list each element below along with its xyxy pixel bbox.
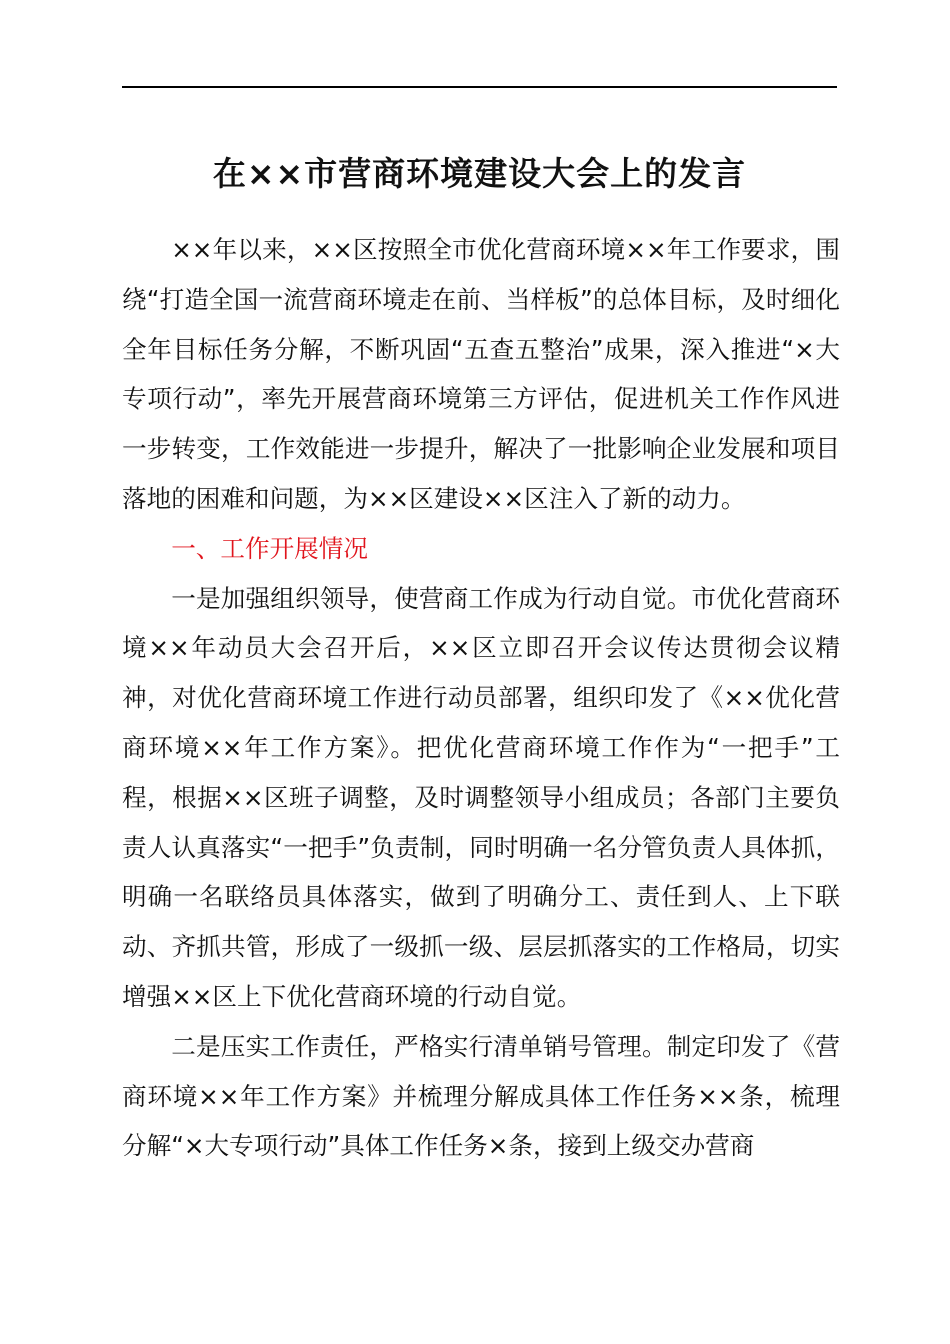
document-title: 在××市营商环境建设大会上的发言: [212, 154, 747, 193]
intro-paragraph: ××年以来，××区按照全市优化营商环境××年工作要求，围绕“打造全国一流营商环境走在前、当样板”的总体目标，及时细化全年目标任务分解，不断巩固“五查五整治”成果，深入推进“×大专项行动”，率先开展营商环境第三方评估，促进机关工作作风进一步转变，工作效能进一步提升，解决了一批影响企业发展和项目落地的困难和问题，为××区建设××区注入了新的动力。: [122, 235, 840, 513]
header-rule: [122, 86, 837, 88]
paragraph-work-responsibility: 二是压实工作责任，严格实行清单销号管理。制定印发了《营商环境××年工作方案》并梳理分解成具体工作任务××条，梳理分解“×大专项行动”具体工作任务×条，接到上级交办营商: [122, 1031, 840, 1161]
section-heading: 一、工作开展情况: [171, 533, 368, 563]
paragraph-organization-leadership: 一是加强组织领导，使营商工作成为行动自觉。市优化营商环境××年动员大会召开后，××区立即召开会议传达贯彻会议精神，对优化营商环境工作进行动员部署，组织印发了《××优化营商环境××年工作方案》。把优化营商环境工作作为“一把手”工程，根据××区班子调整，及时调整领导小组成员；各部门主要负责人认真落实“一把手”负责制，同时明确一名分管负责人具体抓，明确一名联络员具体落实，做到了明确分工、责任到人、上下联动、齐抓共管，形成了一级抓一级、层层抓落实的工作格局，切实增强××区上下优化营商环境的行动自觉。: [122, 583, 840, 1011]
document-body: [122, 225, 840, 1171]
